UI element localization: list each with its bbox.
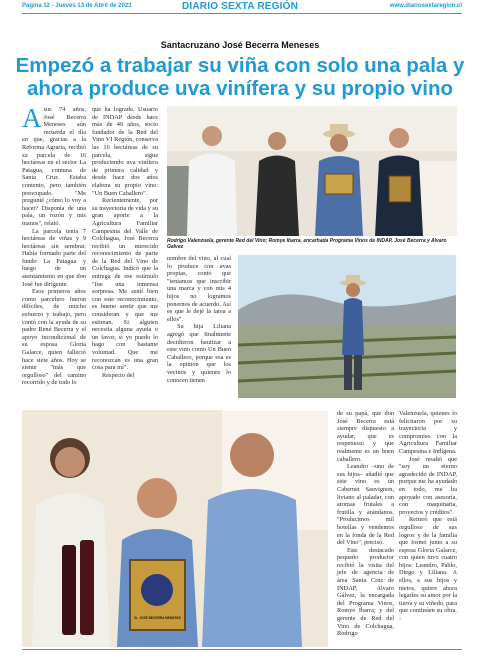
paragraph: Este destacado pequeño productor recibió la visita del jefe de agencia de área Santa Cruz de INDAP, Alvaro Gálvez, la encargada del Programa Vinos, Romye Ibarra; y del gerente de Red del Vino de Colchagua, Rodrigo [337,546,394,638]
article-column-5 [399,410,457,623]
page-header [0,0,480,18]
paragraph: Leandro –uno de sus hijos– añadió que este vino es un Cabernet Sauvignon, liviano al paladar, con aromas frutales a frutilla y arándanos. "Producimos mil botellas y vendemos en la fonda de la Red del Vino", precisó. [337,463,394,547]
group-photo [167,106,457,236]
paragraph: nombre del vino, al cual lo produce con uvas propias, contó que "teníamos que inscribir una marca y con mis 4 hijos no logramos ponernos de acuerdo. Así es que le dejé la tarea a ellos". [167,255,231,323]
paragraph: La parcela tenía 7 hectáreas de viñas y 9 hectáreas sin sembrar. Había formado parte del fundo La Patagua y luego de un asentamiento en que don José fue dirigente. [22,227,86,288]
article-column-3 [167,255,231,384]
article-column-2 [92,106,158,379]
vineyard-photo [238,255,456,398]
group-photo-caption: Rodrigo Valenzuela, gerente Red del Vino; Romye Ibarra, encarhada Programa Vinos de INDAP, José Becerra y Alvaro Galvez [167,238,447,250]
page-date: Página 12 - Jueves 13 de Abril de 2023 [22,3,132,9]
paragraph: de su papá, que don José Becerra está siempre dispuesto a ayudar, que es respetuoso y que realmente es un buen caballero. [337,410,394,463]
paragraph: Recientemente, por su trayectoria de vida y su gran aporte a la Agricultura Familiar Campesina del Valle de Colchagua, José Becerra recibió un merecido reconocimiento de parte de la Red del Vino de Colchagua. Indicó que la entrega de ese estímulo "fue una inmensa sorpresa. Me sentí bien con este reconocimiento, es bueno sentir que me consideran y que me estiman. Si alguien necesita alguna ayuda o un favor, si yo puedo lo hago con bastante voluntad. Que me reconozcan es una gran cosa para mí". [92,197,158,372]
paragraph: Esos primeros años como parcelero fueron difíciles, de mucho esfuerzo y trabajo, pero contó con la ayuda de su padre René Becerra y el apoyo incondicional de su esposa Gloria Galarce, quien falleció hace siete años. Hoy se siente "más que orgulloso" del camino recorrido y de todo lo [22,288,86,387]
paragraph: que ha logrado. Usuario de INDAP desde hace más de 40 años, socio fundador de la Red del Vino VI Región, conserva las 16 hectáreas de su parcela, sigue produciendo uva vinífera de primera calidad y desde hace dos años elabora su propio vino: "Un Buen Caballero". [92,106,158,197]
paragraph: Respecto del [102,371,135,379]
header-divider [22,13,462,14]
paragraph: sus 74 años, José Becerra Meneses aún recuerda el día en que, gracias a la Reforma Agraria, recibió su parcela de 16 hectáreas en el sector La Patagua, comuna de Santa Cruz. Estaba contento, pero también preocupado. "Me pregunté ¿cómo lo voy a hacer? Disponía de una pala, un rozón y mis manos", relató. [22,106,86,227]
family-photo [22,410,328,647]
website-url[interactable]: www.diariosextaregion.cl [389,3,462,9]
article-column-1 [22,103,86,387]
article-headline: Empezó a trabajar su viña con solo una pala y ahora produce uva vinífera y su propio vino [15,54,465,100]
plaque-text: Sr. JOSÉ BECERRA MENESES [134,616,181,620]
article-kicker: Santacruzano José Becerra Meneses [160,40,320,50]
paragraph: Reiteró que está orgulloso de sus logros y de la familia que formó junto a su esposa Gloria Galarce, con quien tuvo cuatro hijos: Leandro, Pablo, Diego y Liliana. A ellos, a sus hijos y nietos, quiere ahora legarles su amor por la tierra y su viñedo, para que continúen su obra. - [399,516,457,623]
family-photo-image [22,410,328,647]
footer-divider [22,649,462,650]
paragraph: José resaltó que "soy un eterno agradecido de INDAP, porque me ha ayudado en todo, me ha apoyado con asesoría, con maquinaria, proyectos y créditos". [399,455,457,516]
newspaper-name: DIARIO SEXTA REGIÓN [181,1,299,12]
paragraph: Su hija Liliana agregó que finalmente decidieron bautizar a este vino como Un Buen Caballero, porque esa es la opinión que los vecinos y quienes lo conocen tienen [167,323,231,384]
group-photo-image [167,106,457,236]
vineyard-photo-image [238,255,456,398]
drop-cap: A [22,103,42,133]
article-column-4 [337,410,394,638]
paragraph: Valenzuela, quienes lo felicitaron por su trayectoria y compromiso con la Agricultura Familiar Campesina e Indígena. [399,410,457,455]
